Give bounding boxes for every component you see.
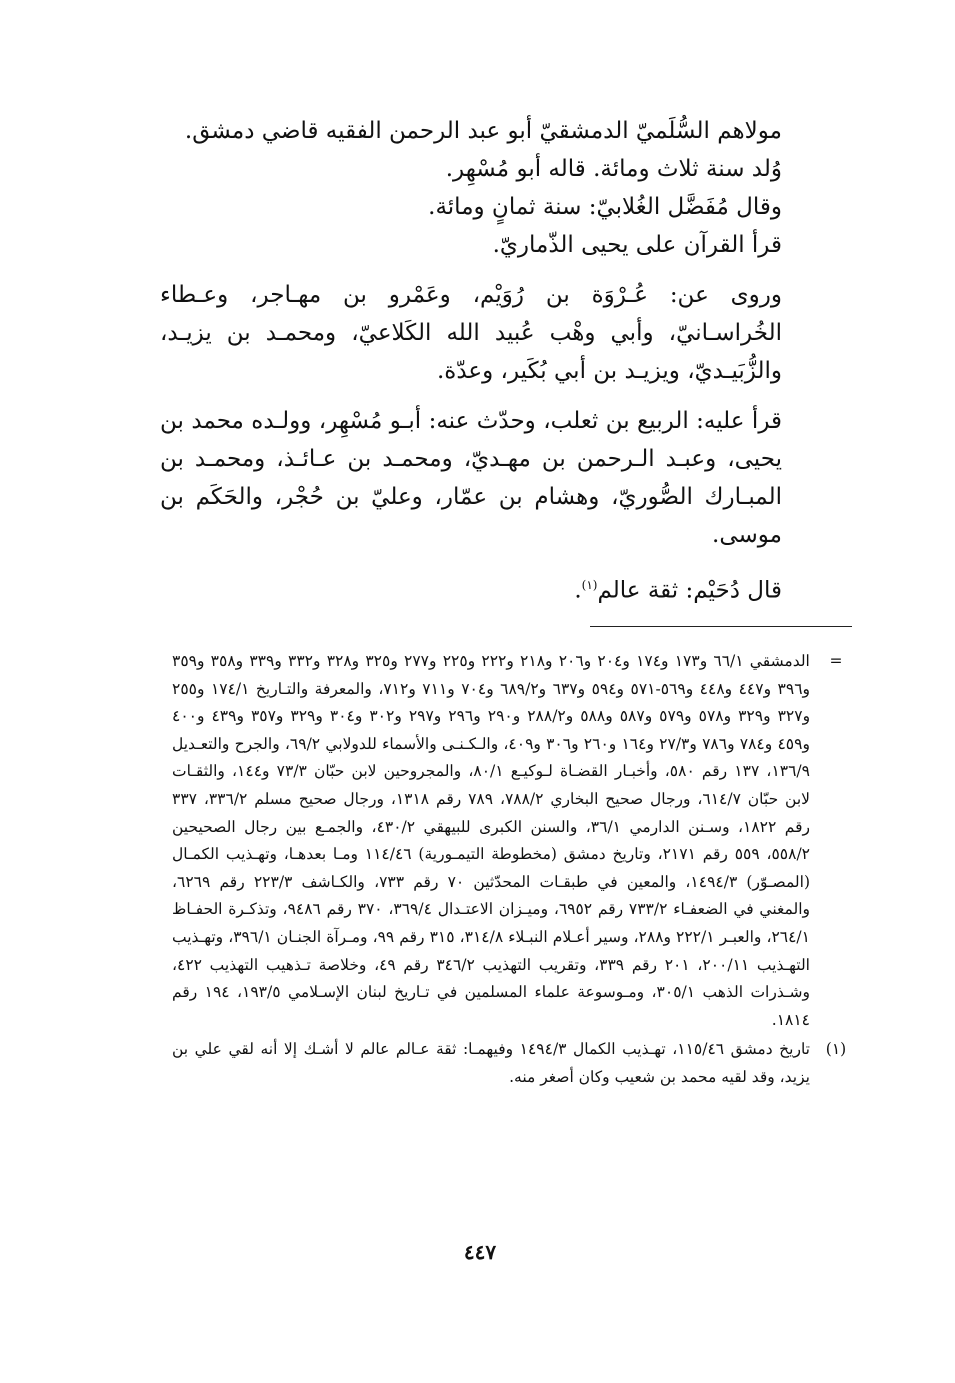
footnote-1-text: تاريخ دمشق ١١٥/٤٦، تهـذيب الكمال ١٤٩٤/٣ وفيهمـا: ثقة عـالم عالم لا أشـك إلا أنه لقي علي بن يزيد، وقد لقيه محمد بن شعيب وكان أصغر منه.	[172, 1040, 810, 1086]
paragraph-birth: وُلد سنة ثلاث ومائة. قاله أبو مُسْهِر.	[445, 156, 782, 182]
page-number: ٤٤٧	[463, 1240, 497, 1264]
paragraph-narrated-from: وروى عن: عُـرْوَة بن رُوَيْم، وعَمْرو بن مهـاجر، وعـطاء الخُراسـانيّ، وأبي وهْب عُبيد الله الكَلاعيّ، ومحمـد بن يزيـد، والزُّبَيـديّ، ويزيـد بن أبي بُكَير، وعدّة.	[160, 282, 782, 384]
paragraph-students: قرأ عليه: الربيع بن ثعلب، وحدّث عنه: أبـو مُسْهِر، وولـده محمد بن يحيى، وعبـد الـرحمن بن مهـديّ، ومحمـد بن عـائـذ، ومحمـد بن المبـارك الصُّوريّ، وهشام بن عمّار، وعليّ بن حُجْر، والحَكَم بن موسى.	[160, 408, 782, 548]
duhaym-quote-text: قال دُحَيْم: ثقة عالم	[597, 577, 782, 604]
paragraph-duhaym-quote	[160, 566, 860, 610]
footnotes	[172, 648, 862, 1092]
footnote-1	[172, 1036, 862, 1091]
paragraph-quran-reading: قرأ القرآن على يحيى الذّماريّ.	[492, 232, 782, 258]
footnote-continuation-text: الدمشقي ٦٦/١ و١٧٣ و١٧٤ و٢٠٤ و٢٠٦ و٢١٨ و٢٢٢ و٢٢٥ و٢٧٧ و٣٢٥ و٣٢٨ و٣٣٢ و٣٣٩ و٣٥٨ و٣٥٩ و٣٩٦ و٤٤٧ و٤٤٨ و٥٦٩-٥٧١ و٥٩٤ و٦٣٧ و٦٨٩/٢ و٧٠٤ و٧١١ و٧١٢، والمعرفة والتـاريخ ١٧٤/١ و٢٥٥ و٣٢٧ و٣٢٩ و٥٧٨ و٥٧٩ و٥٨٧ و٥٨٨ و٢٨٨/٢ و٢٩٠ و٢٩٦ و٢٩٧ و٣٠٢ و٣٠٤ و٣٢٩ و٣٥٧ و٤٣٩ و٤٠٠ و٤٥٩ و٧٨٤ و٧٨٦ و٢٧/٣ و١٦٤ و٢٦٠ و٣٠٦ و٤٠٩، والـكـنـى والأسماء للدولابي ٦٩/٢، والجرح والتعـديل ١٣٦/٩، ١٣٧ رقم ٥٨٠، وأخبـار القضـاة لـوكيـع ٨٠/١، والمجروحين لابن حبّان ٧٣/٣ و١٤٤، والثقـات لابن حبّان ٦١٤/٧، ورجال صحيح البخاري ٧٨٨/٢، ٧٨٩ رقم ١٣١٨، ورجال صحيح مسلم ٣٣٦/٢، ٣٣٧ رقم ١٨٢٢، وسـنن الدارمي ٣٦/١، والسنن الكبرى للبيهقي ٤٣٠/٢، والجمـع بين رجال الصحيحين ٥٥٨/٢، ٥٥٩ رقم ٢١٧١، وتاريخ دمشق (مخطوطة التيمـورية) ١١٤/٤٦ ومـا بعدهـا، وتهـذيب الكمـال (المصـوّر) ١٤٩٤/٣، والمعين في طبقـات المحدّثين ٧٠ رقم ٧٣٣، والكـاشف ٢٢٣/٣ رقم ٦٢٦٩، والمغني في الضعفـاء ٧٣٣/٢ رقم ٦٩٥٢، وميـزان الاعتـدال ٣٦٩/٤، ٣٧٠ رقم ٩٤٨٦، وتذكـرة الحفـاظ ٢٦٤/١، والعبـر ٢٢٢/١ و٢٨٨، وسير أعـلام النبـلاء ٣١٤/٨، ٣١٥ رقم ٩٩، ومـرآة الجنـان ٣٩٦/١، وتهـذيب التهـذيب ٢٠٠/١١، ٢٠١ رقم ٣٣٩، وتقريب التهذيب ٣٤٦/٢ رقم ٤٩، وخلاصة تـذهيب التهذيب ٤٢٢، وشـذرات الذهب ٣٠٥/١، ومـوسوعة علماء المسلمين في تـاريخ لبنان الإسـلامي ١٩٣/٥، ١٩٤ رقم ١٨١٤.	[172, 652, 811, 1029]
footnote-continuation	[172, 648, 862, 1034]
footnote-1-mark: (١)	[825, 1040, 847, 1059]
footnote-divider	[590, 626, 852, 627]
paragraph-lineage: مولاهم السُّلَميّ الدمشقيّ أبو عبد الرحمن الفقيه قاضي دمشق.	[184, 118, 782, 144]
duhaym-quote-end: .	[574, 577, 582, 604]
paragraph-birth-alt: وقال مُفَضَّل الغُلابيّ: سنة ثمانٍ ومائة.	[428, 194, 782, 220]
footnote-reference: (١)	[581, 578, 598, 592]
continuation-mark: =	[829, 652, 843, 670]
main-text	[160, 112, 860, 610]
